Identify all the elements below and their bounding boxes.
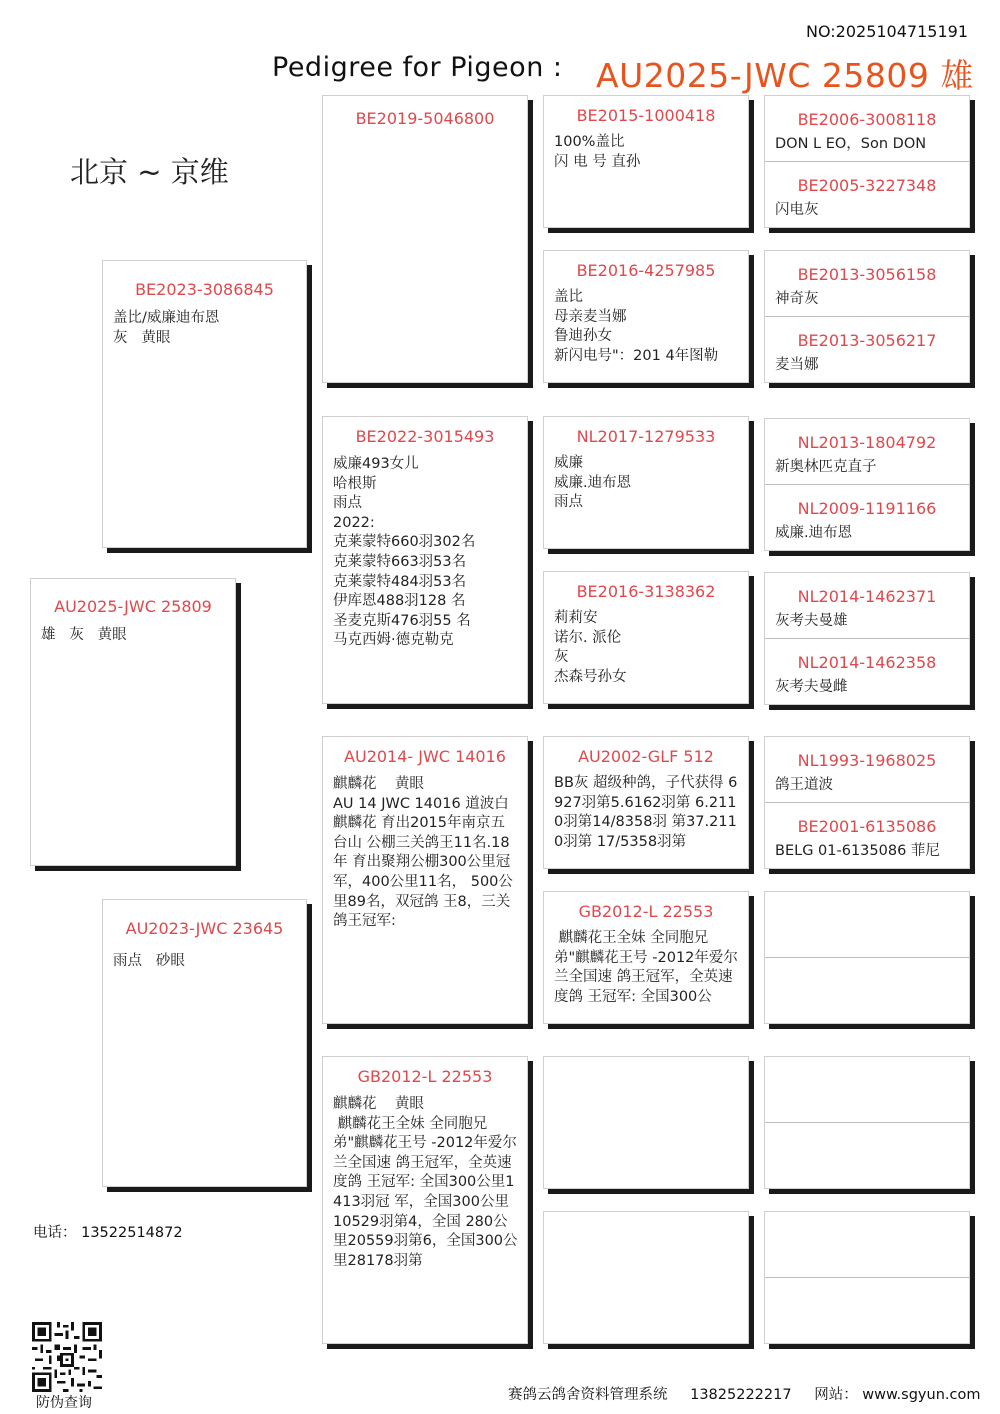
great-grandparent-line: 新闪电号"：201 4年图勒 bbox=[554, 347, 719, 364]
gen4-note: 威廉.迪布恩 bbox=[775, 524, 853, 541]
gen4-note: 灰考夫曼雌 bbox=[775, 678, 848, 695]
gen4-ring: NL2009-1191166 bbox=[797, 498, 937, 518]
great-grandparent-card-empty bbox=[543, 1056, 749, 1189]
gen4-ring: BE2006-3008118 bbox=[797, 110, 937, 129]
gen4-sire bbox=[765, 573, 969, 639]
subject-line: 雄 灰 黄眼 bbox=[41, 627, 127, 643]
certificate-number: NO:2025104715191 bbox=[805, 22, 968, 41]
gen4-sire bbox=[765, 892, 969, 958]
gen4-dam bbox=[765, 803, 969, 869]
gen4-pair-card bbox=[764, 418, 970, 551]
grandparent-card bbox=[322, 736, 528, 1024]
great-grandparent-ring: GB2012-L 22553 bbox=[578, 902, 714, 921]
gen4-ring: NL2014-1462371 bbox=[797, 587, 937, 606]
subject-card bbox=[30, 578, 236, 866]
grandparent-ring: GB2012-L 22553 bbox=[357, 1067, 493, 1086]
subject-ring: AU2025-JWC 25809 bbox=[54, 597, 212, 616]
grandparent-line: 2022: bbox=[333, 514, 375, 531]
gen4-dam bbox=[765, 317, 969, 383]
sire-line: 灰 黄眼 bbox=[113, 329, 171, 346]
grandparent-line: 伊库恩488羽128 名 bbox=[333, 593, 466, 610]
sire-line: 盖比/威廉迪布恩 bbox=[113, 310, 220, 326]
gen4-ring: NL2013-1804792 bbox=[797, 433, 937, 452]
great-grandparent-line: 100%盖比 bbox=[554, 134, 625, 150]
footer-website[interactable]: 网站： www.sgyun.com bbox=[814, 1387, 981, 1403]
gen4-dam bbox=[765, 639, 969, 705]
gen4-sire bbox=[765, 251, 969, 317]
loft-name: 北京 ~ 京维 bbox=[70, 155, 229, 189]
great-grandparent-line: 威廉.迪布恩 bbox=[554, 474, 632, 491]
dam-card bbox=[102, 899, 307, 1187]
great-grandparent-notes bbox=[544, 133, 748, 172]
great-grandparent-line: 鲁迪孙女 bbox=[554, 328, 612, 345]
grandparent-line: 克莱蒙特660羽302名 bbox=[333, 534, 476, 551]
gen4-ring: BE2013-3056158 bbox=[797, 265, 937, 284]
sire-ring: BE2023-3086845 bbox=[135, 280, 274, 299]
gen4-pair-card bbox=[764, 572, 970, 705]
great-grandparent-notes bbox=[544, 774, 748, 852]
grandparent-line: 马克西姆·德克勒克 bbox=[333, 632, 454, 649]
grandparent-ring: BE2019-5046800 bbox=[355, 109, 495, 128]
gen4-ring: BE2001-6135086 bbox=[797, 816, 937, 836]
grandparent-line: 哈根斯 bbox=[333, 475, 377, 492]
grandparent-line: 麒麟花 黄眼 bbox=[333, 1096, 424, 1112]
sire-card bbox=[102, 260, 307, 548]
great-grandparent-notes bbox=[544, 288, 748, 366]
gen4-note: 新奥林匹克直子 bbox=[775, 459, 877, 475]
gen4-note: BELG 01-6135086 菲尼 bbox=[775, 842, 940, 859]
grandparent-ring: BE2022-3015493 bbox=[355, 427, 495, 446]
great-grandparent-line: BB灰 超级种鸽，子代获得 6927羽第5.6162羽第 6.2110羽第14/8358羽 第37.2110羽第 17/5358羽第 bbox=[554, 775, 738, 850]
qr-code-icon[interactable] bbox=[32, 1322, 102, 1392]
gen4-sire bbox=[765, 1057, 969, 1123]
great-grandparent-ring: BE2016-3138362 bbox=[576, 582, 716, 601]
gen4-dam bbox=[765, 1278, 969, 1344]
grandparent-notes bbox=[323, 455, 527, 651]
gen4-pair-card-empty bbox=[764, 1056, 970, 1189]
gen4-note: DON L EO，Son DON bbox=[775, 136, 927, 152]
gen4-dam bbox=[765, 1123, 969, 1189]
great-grandparent-card bbox=[543, 250, 749, 383]
grandparent-card bbox=[322, 416, 528, 704]
great-grandparent-card-empty bbox=[543, 1211, 749, 1344]
grandparent-line: 威廉493女儿 bbox=[333, 456, 419, 472]
great-grandparent-card bbox=[543, 571, 749, 704]
great-grandparent-line: 母亲麦当娜 bbox=[554, 308, 627, 325]
sire-notes bbox=[103, 309, 306, 348]
grandparent-line: 圣麦克斯476羽55 名 bbox=[333, 612, 471, 629]
pedigree-label: Pedigree for Pigeon : bbox=[272, 52, 563, 83]
gen4-ring: BE2005-3227348 bbox=[797, 175, 937, 195]
great-grandparent-ring: BE2016-4257985 bbox=[576, 261, 716, 280]
grandparent-line: 雨点 bbox=[333, 495, 362, 512]
grandparent-line: 麒麟花 黄眼 bbox=[333, 776, 424, 792]
grandparent-card bbox=[322, 1056, 528, 1344]
pigeon-ring-number: AU2025-JWC 25809 雄 bbox=[596, 56, 974, 95]
gen4-pair-card bbox=[764, 250, 970, 383]
gen4-ring: BE2013-3056217 bbox=[797, 330, 937, 350]
gen4-sire bbox=[765, 419, 969, 485]
gen4-note: 闪电灰 bbox=[775, 201, 819, 218]
gen4-pair-card-empty bbox=[764, 891, 970, 1024]
gen4-pair-card-empty bbox=[764, 1211, 970, 1344]
grandparent-line: 克莱蒙特663羽53名 bbox=[333, 553, 467, 570]
dam-line: 雨点 砂眼 bbox=[113, 953, 185, 969]
great-grandparent-line: 闪 电 号 直孙 bbox=[554, 153, 641, 170]
great-grandparent-line: 威廉 bbox=[554, 455, 583, 471]
great-grandparent-card bbox=[543, 95, 749, 228]
great-grandparent-line: 诺尔. 派伦 bbox=[554, 629, 622, 646]
great-grandparent-card bbox=[543, 416, 749, 549]
grandparent-notes bbox=[323, 775, 527, 932]
great-grandparent-card bbox=[543, 891, 749, 1024]
grandparent-card bbox=[322, 95, 528, 383]
dam-notes bbox=[103, 952, 306, 972]
gen4-sire bbox=[765, 96, 969, 162]
great-grandparent-line: 杰森号孙女 bbox=[554, 668, 627, 685]
great-grandparent-ring: BE2015-1000418 bbox=[576, 106, 716, 125]
gen4-ring: NL2014-1462358 bbox=[797, 652, 937, 672]
grandparent-line: 克莱蒙特484羽53名 bbox=[333, 573, 467, 590]
great-grandparent-line: 雨点 bbox=[554, 494, 583, 511]
grandparent-ring: AU2014- JWC 14016 bbox=[344, 747, 506, 766]
great-grandparent-ring: NL2017-1279533 bbox=[576, 427, 716, 446]
great-grandparent-notes bbox=[544, 609, 748, 687]
gen4-note: 神奇灰 bbox=[775, 291, 819, 307]
great-grandparent-line: 盖比 bbox=[554, 289, 583, 305]
gen4-note: 灰考夫曼雄 bbox=[775, 613, 848, 629]
great-grandparent-card bbox=[543, 736, 749, 869]
great-grandparent-notes bbox=[544, 454, 748, 513]
gen4-sire bbox=[765, 737, 969, 803]
grandparent-notes bbox=[323, 1095, 527, 1271]
grandparent-line: 麒麟花王全妹 全同胞兄弟"麒麟花王号 -2012年爱尔兰全国速 鸽王冠军，全英速度鸽 王冠军: 全国300公里1413羽冠 军，全国300公里 10529羽第4，全国 280公里20559羽第6，全国300公里28178羽第 bbox=[333, 1115, 518, 1269]
great-grandparent-line: 灰 bbox=[554, 649, 569, 666]
footer-phone: 13825222217 bbox=[690, 1387, 792, 1403]
subject-notes bbox=[31, 626, 235, 646]
gen4-dam bbox=[765, 162, 969, 228]
gen4-note: 鸽王道波 bbox=[775, 777, 833, 793]
great-grandparent-line: 麒麟花王全妹 全同胞兄弟"麒麟花王号 -2012年爱尔兰全国速 鸽王冠军，全英速度鸽 王冠军: 全国300公 bbox=[554, 930, 738, 1005]
qr-verify-label: 防伪查询 bbox=[36, 1395, 92, 1411]
great-grandparent-ring: AU2002-GLF 512 bbox=[578, 747, 714, 766]
gen4-pair-card bbox=[764, 95, 970, 228]
gen4-sire bbox=[765, 1212, 969, 1278]
footer-system-name: 赛鸽云鸽舍资料管理系统 bbox=[508, 1387, 668, 1403]
footer bbox=[508, 1383, 998, 1404]
grandparent-line: AU 14 JWC 14016 道波白麒麟花 育出2015年南京五台山 公棚三关鸽王11名.18年 育出聚翔公棚300公里冠 军，400公里11名， 500公里89名，双冠鸽 王8，三关鸽王冠军: bbox=[333, 795, 515, 930]
contact-phone: 电话： 13522514872 bbox=[33, 1225, 183, 1241]
gen4-pair-card bbox=[764, 736, 970, 869]
great-grandparent-line: 莉莉安 bbox=[554, 610, 598, 626]
gen4-dam bbox=[765, 485, 969, 551]
gen4-note: 麦当娜 bbox=[775, 356, 819, 373]
gen4-ring: NL1993-1968025 bbox=[797, 751, 937, 770]
great-grandparent-notes bbox=[544, 929, 748, 1007]
dam-ring: AU2023-JWC 23645 bbox=[125, 919, 284, 938]
gen4-dam bbox=[765, 958, 969, 1024]
